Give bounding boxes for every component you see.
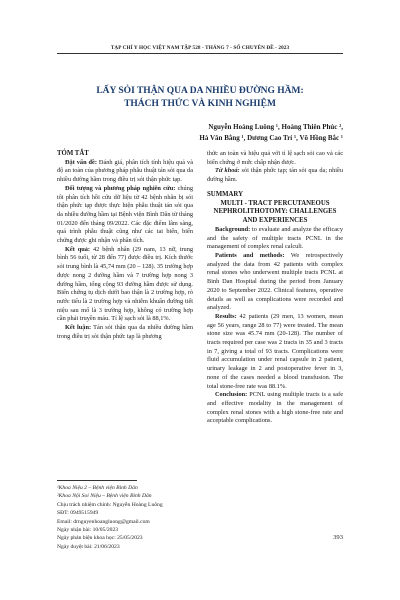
summary-conclusion: Conclusion: PCNL using multiple tracts is a safe and effective modality in the management of complex renal stones with a high stone-free rate and acceptable complications. — [207, 391, 343, 425]
header-rule — [57, 53, 343, 54]
article-title-line1: LẤY SỎI THẬN QUA DA NHIỀU ĐƯỜNG HẦM: — [96, 86, 304, 96]
right-column — [207, 150, 343, 426]
summary-results: Results: 42 patients (29 men, 13 women, mean age 56 years, range 28 to 77) were treated. The mean stone size was 45.74 mm (20-128). The number of tracts required per case was 2 tracts in 35 and 3 tracts in 7, giving a total of 93 tracts. Complications were fluid accumulation under renal capsule in 2 patient, urinary leakage in 2 and postoperative fever in 3, none of the cases needed a blood transfusion. The total stone-free rate was 88.1%. — [207, 312, 343, 390]
summary-methods: Patients and methods: We retrospectively analyzed the data from 42 patients with complex renal stones who underwent multiple tracts PCNL at Binh Dan Hospital during the period from January 2020 to September 2022. Clinical features, operative details as well as complications were recorded and analyzed. — [207, 252, 344, 312]
abstract-results: Kết quả: 42 bệnh nhân (29 nam, 13 nữ, trung bình 56 tuổi, từ 28 đến 77) được điều trị. Kích thước sỏi trung bình là 45,74 mm (20 – 128). 35 trường hợp được nong 2 đường hầm và 7 trường hợp nong 3 đường hầm, tổng cộng 93 đường hầm được sử dụng. Biến chứng tụ dịch dưới bao thận là 2 trường hợp, rò nước tiểu là 2 trường hợp và nhiễm khuẩn đường tiết niệu sau mổ là 3 trường hợp, không có trường hợp cần phải truyền máu. Tỉ lệ sạch sỏi là 88,1%. — [57, 245, 193, 323]
article-title-line2: THÁCH THỨC VÀ KINH NGHIỆM — [124, 99, 276, 109]
abstract-heading: TÓM TẮT — [57, 150, 89, 157]
abstract-conclusion: Kết luận: Tán sỏi thận qua da nhiều đường hầm trong điều trị sỏi thận phức tạp là phương — [57, 324, 193, 340]
abstract-background: Đặt vấn đề: Đánh giá, phân tích tính hiệu quả và độ an toàn của phương pháp phẫu thuật tán sỏi qua da nhiều đường hầm trong điều trị sỏi thận phức tạp. — [57, 158, 193, 184]
conclusion-continuation: thức an toàn và hiệu quả với tỉ lệ sạch sỏi cao và các biến chứng ở mức chấp nhận được. — [207, 150, 343, 166]
keywords: Từ khoá: sỏi thận phức tạp; tán sỏi qua da; nhiều đường hầm. — [207, 167, 343, 184]
summary-heading: SUMMARY — [207, 190, 244, 198]
summary-background: Background: to evaluate and analyze the efficacy and the safety of multiple tracts PCNL in the management of complex renal calculi. — [207, 225, 343, 251]
authors-line2: Hà Văn Bằng ¹, Dương Cao Trí ¹, Võ Hồng Bắc ¹ — [199, 134, 343, 142]
footnotes: ¹Khoa Niệu 2 – Bệnh viện Bình Dân ²Khoa Nội Soi Niệu – Bệnh viện Bình Dân Chịu trách nhiệm chính: Nguyễn Hoàng Luông SĐT: 0949515949 Email: drnguyenhoangluong@gmail.com Ngày nhận bài: 10/05/2023 Ngày phản biện khoa học: 25/05/2023 Ngày duyệt bài: 21/06/2023 — [57, 485, 163, 550]
footnote-rule — [57, 480, 137, 481]
english-title: MULTI - TRACT PERCUTANEOUS NEPHROLITHOTOMY: CHALLENGES AND EXPERIENCES — [213, 199, 337, 225]
abstract-methods: Đối tượng và phương pháp nghiên cứu: chúng tôi phân tích hồi cứu dữ liệu từ 42 bệnh nhân bị sỏi thận phức tạp được thực hiện phẫu thuật tán sỏi qua da nhiều đường hầm tại Bệnh viện Bình Dân từ tháng 01/2020 đến tháng 09/2022. Các đặc điểm lâm sàng, quá trình phẫu thuật cũng như các tai biến, biến chứng được ghi nhận và phân tích. — [57, 184, 193, 245]
journal-header: TẠP CHÍ Y HỌC VIỆT NAM TẬP 528 - THÁNG 7 - SỐ CHUYÊN ĐỀ - 2023 — [110, 45, 290, 51]
left-column — [57, 150, 193, 341]
authors-line1: Nguyễn Hoàng Luông ¹, Hoàng Thiên Phúc ², — [208, 123, 343, 131]
page-number: 393 — [333, 534, 343, 541]
